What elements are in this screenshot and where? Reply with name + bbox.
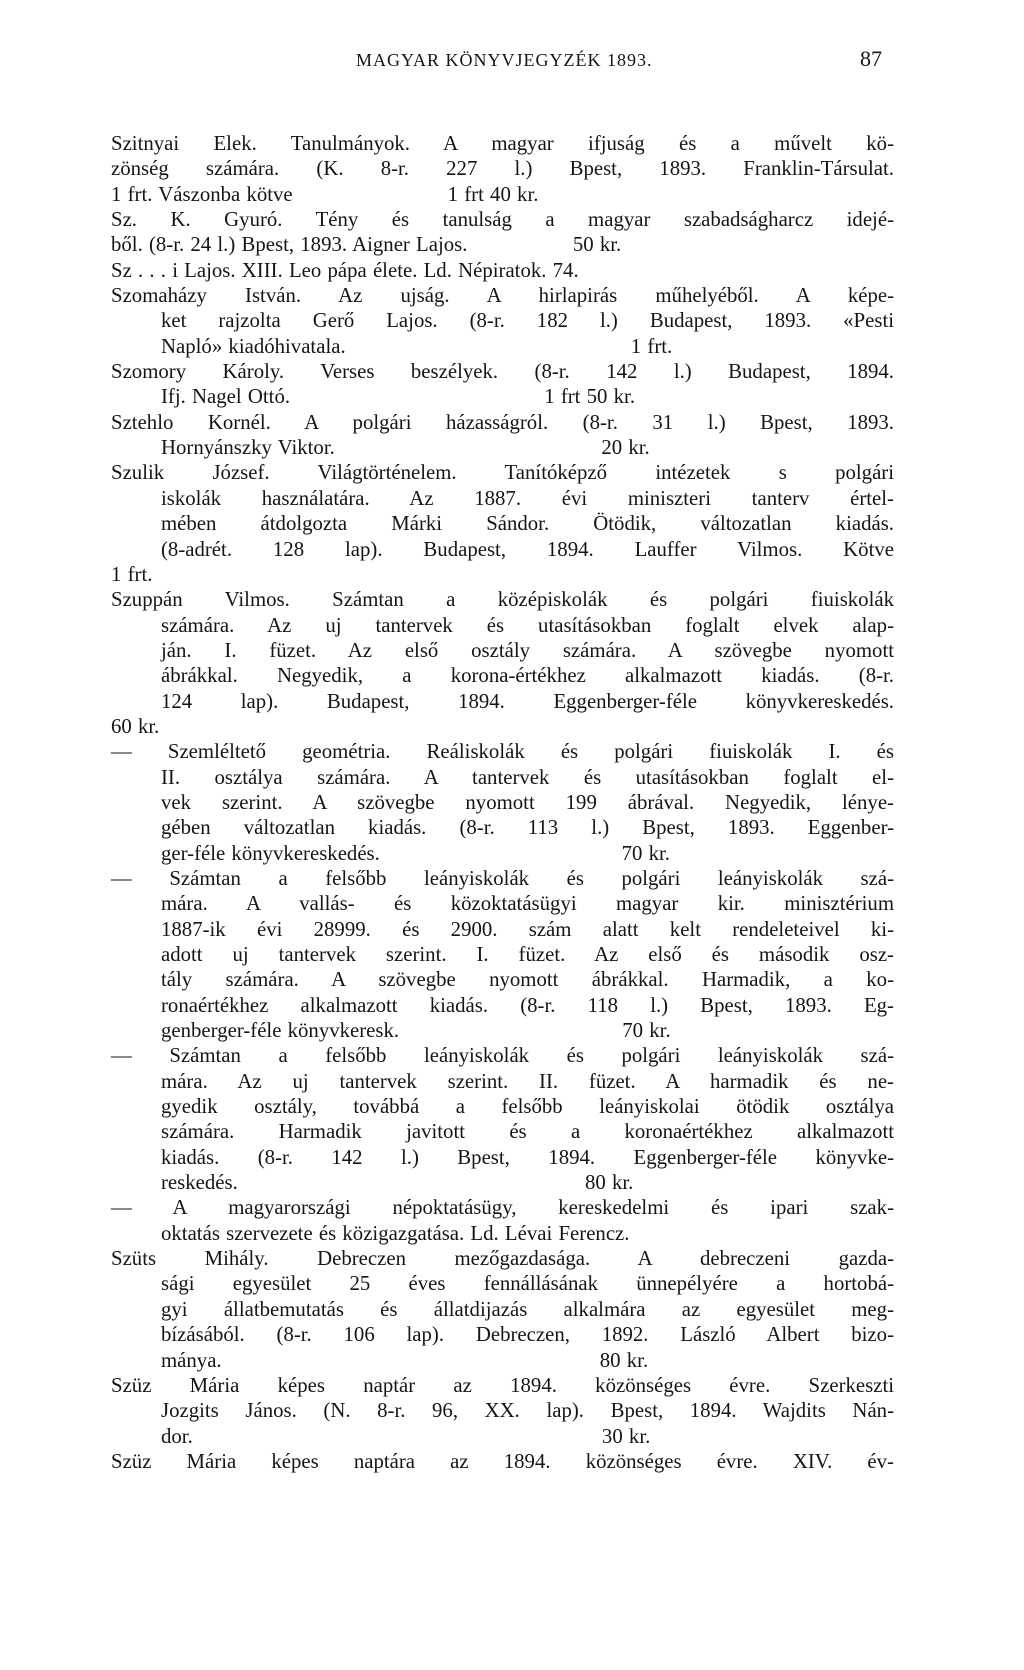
text-line: ket rajzolta Gerő Lajos. (8-r. 182 l.) Budapest, 1893. «Pesti <box>161 309 894 333</box>
text-line: iskolák használatára. Az 1887. évi miniszteri tanterv értel- <box>161 486 894 510</box>
text-line: mében átdolgozta Márki Sándor. Ötödik, változatlan kiadás. <box>161 512 894 536</box>
text-line: Szüts Mihály. Debreczen mezőgazdasága. A debreczeni gazda- <box>111 1247 894 1271</box>
text-line: zönség számára. (K. 8-r. 227 l.) Bpest, 1893. Franklin-Társulat. <box>111 157 894 181</box>
text-line: Jozgits János. (N. 8-r. 96, XX. lap). Bpest, 1894. Wajdits Nán- <box>161 1399 894 1423</box>
text-line: Szulik József. Világtörténelem. Tanítóképző intézetek s polgári <box>111 461 894 485</box>
text-line: adott uj tantervek szerint. I. füzet. Az első és második osz- <box>161 943 894 966</box>
text-line: ből. (8-r. 24 l.) Bpest, 1893. Aigner Lajos. 50 kr. <box>111 233 622 257</box>
catalog-entries <box>111 131 894 1474</box>
text-line: Hornyánszky Viktor. 20 kr. <box>161 436 650 460</box>
text-line: sági egyesület 25 éves fennállásának ünnepélyére a hortobá- <box>161 1272 894 1296</box>
text-line: Szüz Mária képes naptár az 1894. közönséges évre. Szerkeszti <box>111 1373 894 1397</box>
text-line: Ifj. Nagel Ottó. 1 frt 50 kr. <box>161 385 636 409</box>
text-line: Szuppán Vilmos. Számtan a középiskolák és polgári fiuiskolák <box>111 588 894 612</box>
text-line: számára. Harmadik javitott és a koronaértékhez alkalmazott <box>161 1120 894 1144</box>
text-line: — Számtan a felsőbb leányiskolák és polgári leányiskolák szá- <box>111 866 894 890</box>
text-line: Szitnyai Elek. Tanulmányok. A magyar ifjuság és a művelt kö- <box>111 132 894 155</box>
text-line: ger-féle könyvkereskedés. 70 kr. <box>161 841 670 865</box>
text-line: genberger-féle könyvkeresk. 70 kr. <box>161 1019 671 1043</box>
running-head: MAGYAR KÖNYVJEGYZÉK 1893. <box>356 50 653 70</box>
text-line: reskedés. 80 kr. <box>161 1171 634 1195</box>
text-line: mánya. 80 kr. <box>161 1348 649 1372</box>
text-line: számára. Az uj tantervek és utasításokban foglalt elvek alap- <box>161 613 894 637</box>
text-line: — A magyarországi népoktatásügy, kereskedelmi és ipari szak- <box>111 1196 894 1220</box>
text-line: vek szerint. A szövegbe nyomott 199 ábrával. Negyedik, lénye- <box>161 790 894 814</box>
text-line: 60 kr. <box>111 714 160 738</box>
text-line: mára. A vallás- és közoktatásügyi magyar kir. minisztérium <box>161 892 894 916</box>
text-line: 124 lap). Budapest, 1894. Eggenberger-féle könyvkereskedés. <box>161 689 894 713</box>
text-line: — Számtan a felsőbb leányiskolák és polgári leányiskolák szá- <box>111 1044 894 1068</box>
text-line: (8-adrét. 128 lap). Budapest, 1894. Lauffer Vilmos. Kötve <box>161 537 894 561</box>
page-number: 87 <box>860 46 882 71</box>
text-line: Sztehlo Kornél. A polgári házasságról. (8-r. 31 l.) Bpest, 1893. <box>111 410 894 434</box>
text-line: Szomaházy István. Az ujság. A hirlapirás műhelyéből. A képe- <box>111 284 894 308</box>
text-line: gében változatlan kiadás. (8-r. 113 l.) Bpest, 1893. Eggenber- <box>161 816 894 840</box>
text-line: ábrákkal. Negyedik, a korona-értékhez alkalmazott kiadás. (8-r. <box>161 664 894 688</box>
text-line: mára. Az uj tantervek szerint. II. füzet. A harmadik és ne- <box>161 1069 894 1093</box>
text-line: Sz . . . i Lajos. XIII. Leo pápa élete. Ld. Népiratok. 74. <box>111 258 579 282</box>
text-line: bízásából. (8-r. 106 lap). Debreczen, 1892. László Albert bizo- <box>161 1323 894 1347</box>
text-line: Napló» kiadóhivatala. 1 frt. <box>161 334 673 358</box>
text-line: kiadás. (8-r. 142 l.) Bpest, 1894. Eggenberger-féle könyvke- <box>161 1145 894 1169</box>
text-line: Szomory Károly. Verses beszélyek. (8-r. 142 l.) Budapest, 1894. <box>111 360 894 384</box>
text-line: — Szemléltető geométria. Reáliskolák és polgári fiuiskolák I. és <box>111 740 894 764</box>
text-line: tály számára. A szövegbe nyomott ábrákkal. Harmadik, a ko- <box>161 968 894 992</box>
text-line: oktatás szervezete és közigazgatása. Ld. Lévai Ferencz. <box>161 1221 630 1245</box>
text-line: Sz. K. Gyuró. Tény és tanulság a magyar szabadságharcz idejé- <box>111 208 894 232</box>
text-line: dor. 30 kr. <box>161 1424 651 1448</box>
text-line: Szüz Mária képes naptára az 1894. közönséges évre. XIV. év- <box>111 1449 894 1473</box>
text-line: ronaértékhez alkalmazott kiadás. (8-r. 118 l.) Bpest, 1893. Eg- <box>161 993 894 1017</box>
text-line: gyedik osztály, továbbá a felsőbb leányiskolai ötödik osztálya <box>161 1095 894 1119</box>
text-line: ján. I. füzet. Az első osztály számára. A szövegbe nyomott <box>161 638 894 662</box>
text-line: 1 frt. Vászonba kötve 1 frt 40 kr. <box>111 182 539 206</box>
text-line: II. osztálya számára. A tantervek és utasításokban foglalt el- <box>161 765 894 789</box>
text-line: 1887-ik évi 28999. és 2900. szám alatt kelt rendeleteivel ki- <box>161 917 894 941</box>
text-line: 1 frt. <box>111 562 153 586</box>
text-line: gyi állatbemutatás és állatdijazás alkalmára az egyesület meg- <box>161 1297 894 1321</box>
